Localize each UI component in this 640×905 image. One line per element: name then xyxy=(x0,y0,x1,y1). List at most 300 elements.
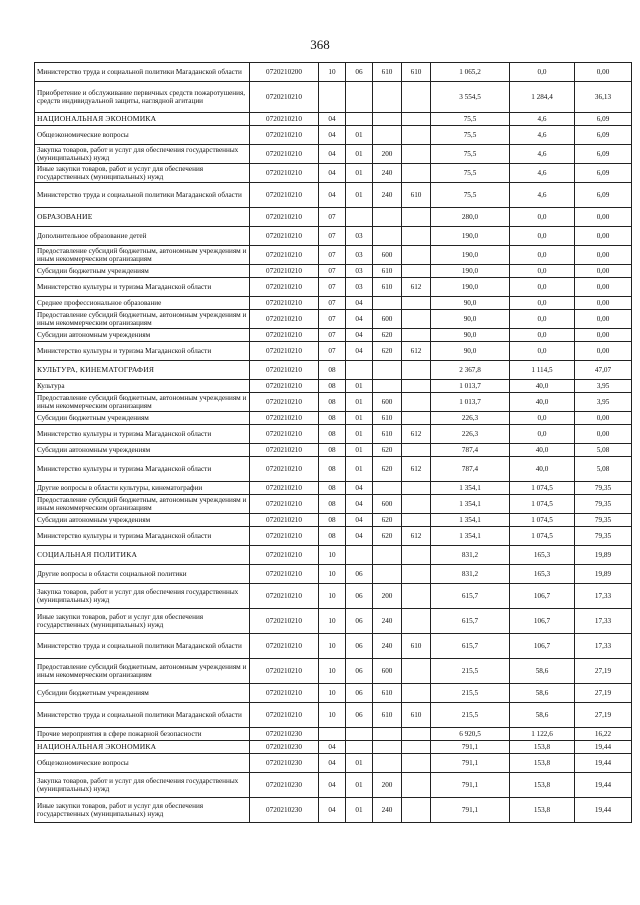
subsection-cell: 04 xyxy=(346,495,373,514)
row-name-cell: Предоставление субсидий бюджетным, автономным учреждениям и иным некоммерческим организациям xyxy=(35,393,250,412)
row-name-cell: Субсидии автономным учреждениям xyxy=(35,514,250,527)
administrator-cell: 612 xyxy=(402,457,431,482)
execution-percent-cell: 19,44 xyxy=(575,741,632,754)
section-cell: 08 xyxy=(319,444,346,457)
budget-table xyxy=(34,62,632,823)
expense-type-cell: 200 xyxy=(373,145,402,164)
subsection-cell: 01 xyxy=(346,425,373,444)
row-name-cell: Закупка товаров, работ и услуг для обеспечения государственных (муниципальных) нужд xyxy=(35,145,250,164)
execution-percent-cell: 19,44 xyxy=(575,798,632,823)
subsection-cell: 01 xyxy=(346,164,373,183)
execution-percent-cell: 0,00 xyxy=(575,278,632,297)
administrator-cell: 610 xyxy=(402,634,431,659)
expense-type-cell: 240 xyxy=(373,183,402,208)
row-name-cell: Субсидии автономным учреждениям xyxy=(35,444,250,457)
execution-percent-cell: 3,95 xyxy=(575,393,632,412)
subsection-cell: 06 xyxy=(346,609,373,634)
administrator-cell xyxy=(402,609,431,634)
row-name-cell: Предоставление субсидий бюджетным, автономным учреждениям и иным некоммерческим организациям xyxy=(35,246,250,265)
planned-amount-cell: 787,4 xyxy=(431,457,510,482)
table-row xyxy=(35,444,632,457)
executed-amount-cell: 40,0 xyxy=(510,393,575,412)
administrator-cell xyxy=(402,741,431,754)
target-article-cell: 0720210210 xyxy=(250,703,319,728)
planned-amount-cell: 75,5 xyxy=(431,164,510,183)
subsection-cell: 04 xyxy=(346,329,373,342)
target-article-cell: 0720210230 xyxy=(250,754,319,773)
executed-amount-cell: 0,0 xyxy=(510,208,575,227)
planned-amount-cell: 1 354,1 xyxy=(431,514,510,527)
expense-type-cell: 620 xyxy=(373,444,402,457)
row-name-cell: КУЛЬТУРА, КИНЕМАТОГРАФИЯ xyxy=(35,361,250,380)
administrator-cell xyxy=(402,584,431,609)
row-name-cell: Предоставление субсидий бюджетным, автономным учреждениям и иным некоммерческим организациям xyxy=(35,495,250,514)
administrator-cell xyxy=(402,754,431,773)
target-article-cell: 0720210210 xyxy=(250,659,319,684)
executed-amount-cell: 4,6 xyxy=(510,145,575,164)
execution-percent-cell: 79,35 xyxy=(575,514,632,527)
planned-amount-cell: 190,0 xyxy=(431,227,510,246)
target-article-cell: 0720210210 xyxy=(250,113,319,126)
administrator-cell xyxy=(402,514,431,527)
target-article-cell: 0720210210 xyxy=(250,412,319,425)
executed-amount-cell: 0,0 xyxy=(510,297,575,310)
execution-percent-cell: 0,00 xyxy=(575,329,632,342)
section-cell: 08 xyxy=(319,514,346,527)
executed-amount-cell: 4,6 xyxy=(510,113,575,126)
planned-amount-cell: 90,0 xyxy=(431,297,510,310)
executed-amount-cell: 4,6 xyxy=(510,164,575,183)
expense-type-cell xyxy=(373,482,402,495)
subsection-cell: 04 xyxy=(346,297,373,310)
execution-percent-cell: 6,09 xyxy=(575,145,632,164)
planned-amount-cell: 1 354,1 xyxy=(431,527,510,546)
subsection-cell: 01 xyxy=(346,773,373,798)
section-cell: 04 xyxy=(319,741,346,754)
target-article-cell: 0720210210 xyxy=(250,609,319,634)
executed-amount-cell: 153,8 xyxy=(510,798,575,823)
section-cell: 04 xyxy=(319,113,346,126)
subsection-cell: 01 xyxy=(346,145,373,164)
execution-percent-cell: 17,33 xyxy=(575,609,632,634)
execution-percent-cell: 0,00 xyxy=(575,227,632,246)
execution-percent-cell: 0,00 xyxy=(575,208,632,227)
target-article-cell: 0720210210 xyxy=(250,380,319,393)
table-row xyxy=(35,634,632,659)
table-row xyxy=(35,703,632,728)
section-cell: 04 xyxy=(319,145,346,164)
subsection-cell xyxy=(346,728,373,741)
execution-percent-cell: 16,22 xyxy=(575,728,632,741)
target-article-cell: 0720210210 xyxy=(250,329,319,342)
row-name-cell: Иные закупки товаров, работ и услуг для обеспечения государственных (муниципальных) нужд xyxy=(35,798,250,823)
administrator-cell: 612 xyxy=(402,425,431,444)
expense-type-cell xyxy=(373,361,402,380)
table-row xyxy=(35,329,632,342)
execution-percent-cell: 0,00 xyxy=(575,425,632,444)
target-article-cell: 0720210210 xyxy=(250,183,319,208)
row-name-cell: Субсидии бюджетным учреждениям xyxy=(35,684,250,703)
expense-type-cell: 610 xyxy=(373,278,402,297)
executed-amount-cell: 1 284,4 xyxy=(510,82,575,113)
planned-amount-cell: 75,5 xyxy=(431,126,510,145)
executed-amount-cell: 0,0 xyxy=(510,329,575,342)
table-row xyxy=(35,183,632,208)
expense-type-cell: 600 xyxy=(373,659,402,684)
subsection-cell: 06 xyxy=(346,703,373,728)
executed-amount-cell: 0,0 xyxy=(510,342,575,361)
target-article-cell: 0720210210 xyxy=(250,145,319,164)
subsection-cell: 06 xyxy=(346,63,373,82)
table-row xyxy=(35,546,632,565)
subsection-cell: 01 xyxy=(346,444,373,457)
row-name-cell: Министерство труда и социальной политики Магаданской области xyxy=(35,703,250,728)
executed-amount-cell: 58,6 xyxy=(510,684,575,703)
row-name-cell: Другие вопросы в области социальной политики xyxy=(35,565,250,584)
executed-amount-cell: 58,6 xyxy=(510,703,575,728)
table-row xyxy=(35,278,632,297)
subsection-cell: 01 xyxy=(346,183,373,208)
expense-type-cell: 610 xyxy=(373,425,402,444)
section-cell: 04 xyxy=(319,773,346,798)
execution-percent-cell: 17,33 xyxy=(575,634,632,659)
planned-amount-cell: 226,3 xyxy=(431,425,510,444)
administrator-cell xyxy=(402,329,431,342)
table-row xyxy=(35,227,632,246)
administrator-cell xyxy=(402,412,431,425)
target-article-cell: 0720210210 xyxy=(250,546,319,565)
table-row xyxy=(35,393,632,412)
planned-amount-cell: 791,1 xyxy=(431,741,510,754)
planned-amount-cell: 90,0 xyxy=(431,342,510,361)
planned-amount-cell: 6 920,5 xyxy=(431,728,510,741)
expense-type-cell xyxy=(373,126,402,145)
expense-type-cell: 620 xyxy=(373,514,402,527)
table-row xyxy=(35,684,632,703)
section-cell: 10 xyxy=(319,565,346,584)
planned-amount-cell: 615,7 xyxy=(431,609,510,634)
table-row xyxy=(35,482,632,495)
target-article-cell: 0720210210 xyxy=(250,393,319,412)
row-name-cell: Среднее профессиональное образование xyxy=(35,297,250,310)
row-name-cell: НАЦИОНАЛЬНАЯ ЭКОНОМИКА xyxy=(35,113,250,126)
target-article-cell: 0720210210 xyxy=(250,457,319,482)
row-name-cell: НАЦИОНАЛЬНАЯ ЭКОНОМИКА xyxy=(35,741,250,754)
planned-amount-cell: 90,0 xyxy=(431,310,510,329)
target-article-cell: 0720210210 xyxy=(250,265,319,278)
row-name-cell: Культура xyxy=(35,380,250,393)
execution-percent-cell: 19,89 xyxy=(575,546,632,565)
section-cell: 08 xyxy=(319,361,346,380)
subsection-cell: 01 xyxy=(346,412,373,425)
section-cell: 07 xyxy=(319,265,346,278)
expense-type-cell: 610 xyxy=(373,63,402,82)
row-name-cell: Предоставление субсидий бюджетным, автономным учреждениям и иным некоммерческим организациям xyxy=(35,310,250,329)
section-cell xyxy=(319,728,346,741)
executed-amount-cell: 58,6 xyxy=(510,659,575,684)
planned-amount-cell: 831,2 xyxy=(431,546,510,565)
execution-percent-cell: 6,09 xyxy=(575,126,632,145)
executed-amount-cell: 0,0 xyxy=(510,278,575,297)
expense-type-cell: 240 xyxy=(373,798,402,823)
table-row xyxy=(35,310,632,329)
subsection-cell: 04 xyxy=(346,342,373,361)
expense-type-cell: 240 xyxy=(373,164,402,183)
execution-percent-cell: 17,33 xyxy=(575,584,632,609)
planned-amount-cell: 1 354,1 xyxy=(431,482,510,495)
subsection-cell: 04 xyxy=(346,482,373,495)
execution-percent-cell: 5,08 xyxy=(575,457,632,482)
target-article-cell: 0720210210 xyxy=(250,246,319,265)
execution-percent-cell: 0,00 xyxy=(575,297,632,310)
administrator-cell: 612 xyxy=(402,527,431,546)
execution-percent-cell: 6,09 xyxy=(575,183,632,208)
planned-amount-cell: 75,5 xyxy=(431,113,510,126)
expense-type-cell xyxy=(373,380,402,393)
subsection-cell: 03 xyxy=(346,227,373,246)
section-cell: 04 xyxy=(319,183,346,208)
administrator-cell xyxy=(402,495,431,514)
executed-amount-cell: 0,0 xyxy=(510,412,575,425)
section-cell: 08 xyxy=(319,482,346,495)
row-name-cell: Прочие мероприятия в сфере пожарной безопасности xyxy=(35,728,250,741)
administrator-cell: 610 xyxy=(402,703,431,728)
section-cell: 08 xyxy=(319,495,346,514)
table-row xyxy=(35,113,632,126)
table-row xyxy=(35,609,632,634)
row-name-cell: Приобретение и обслуживание первичных средств пожаротушения, средств индивидуальной защиты, наглядной агитации xyxy=(35,82,250,113)
execution-percent-cell: 36,13 xyxy=(575,82,632,113)
administrator-cell xyxy=(402,444,431,457)
table-row xyxy=(35,126,632,145)
expense-type-cell: 200 xyxy=(373,584,402,609)
execution-percent-cell: 0,00 xyxy=(575,246,632,265)
row-name-cell: Иные закупки товаров, работ и услуг для обеспечения государственных (муниципальных) нужд xyxy=(35,164,250,183)
planned-amount-cell: 831,2 xyxy=(431,565,510,584)
expense-type-cell: 620 xyxy=(373,329,402,342)
planned-amount-cell: 791,1 xyxy=(431,798,510,823)
administrator-cell xyxy=(402,546,431,565)
executed-amount-cell: 153,8 xyxy=(510,754,575,773)
subsection-cell xyxy=(346,361,373,380)
executed-amount-cell: 40,0 xyxy=(510,457,575,482)
row-name-cell: Министерство культуры и туризма Магаданской области xyxy=(35,342,250,361)
row-name-cell: Иные закупки товаров, работ и услуг для обеспечения государственных (муниципальных) нужд xyxy=(35,609,250,634)
executed-amount-cell: 0,0 xyxy=(510,246,575,265)
planned-amount-cell: 90,0 xyxy=(431,329,510,342)
administrator-cell xyxy=(402,380,431,393)
section-cell: 04 xyxy=(319,126,346,145)
executed-amount-cell: 0,0 xyxy=(510,265,575,278)
planned-amount-cell: 215,5 xyxy=(431,684,510,703)
executed-amount-cell: 4,6 xyxy=(510,126,575,145)
table-row xyxy=(35,495,632,514)
row-name-cell: Предоставление субсидий бюджетным, автономным учреждениям и иным некоммерческим организациям xyxy=(35,659,250,684)
table-row xyxy=(35,457,632,482)
section-cell: 08 xyxy=(319,527,346,546)
administrator-cell xyxy=(402,113,431,126)
executed-amount-cell: 0,0 xyxy=(510,227,575,246)
execution-percent-cell: 79,35 xyxy=(575,495,632,514)
target-article-cell: 0720210230 xyxy=(250,728,319,741)
administrator-cell: 610 xyxy=(402,63,431,82)
table-row xyxy=(35,584,632,609)
subsection-cell: 06 xyxy=(346,659,373,684)
executed-amount-cell: 106,7 xyxy=(510,634,575,659)
section-cell: 08 xyxy=(319,457,346,482)
planned-amount-cell: 615,7 xyxy=(431,584,510,609)
table-row xyxy=(35,82,632,113)
table-row xyxy=(35,754,632,773)
execution-percent-cell: 79,35 xyxy=(575,527,632,546)
row-name-cell: Закупка товаров, работ и услуг для обеспечения государственных (муниципальных) нужд xyxy=(35,584,250,609)
execution-percent-cell: 0,00 xyxy=(575,63,632,82)
table-row xyxy=(35,565,632,584)
row-name-cell: Министерство культуры и туризма Магаданской области xyxy=(35,527,250,546)
execution-percent-cell: 27,19 xyxy=(575,684,632,703)
administrator-cell xyxy=(402,227,431,246)
subsection-cell: 03 xyxy=(346,278,373,297)
row-name-cell: Министерство культуры и туризма Магаданской области xyxy=(35,425,250,444)
section-cell: 10 xyxy=(319,63,346,82)
row-name-cell: Министерство труда и социальной политики Магаданской области xyxy=(35,634,250,659)
administrator-cell xyxy=(402,393,431,412)
subsection-cell: 01 xyxy=(346,457,373,482)
administrator-cell xyxy=(402,798,431,823)
administrator-cell xyxy=(402,126,431,145)
table-row xyxy=(35,63,632,82)
table-row xyxy=(35,728,632,741)
administrator-cell xyxy=(402,565,431,584)
executed-amount-cell: 1 074,5 xyxy=(510,527,575,546)
executed-amount-cell: 1 074,5 xyxy=(510,495,575,514)
subsection-cell: 03 xyxy=(346,246,373,265)
target-article-cell: 0720210230 xyxy=(250,741,319,754)
target-article-cell: 0720210210 xyxy=(250,684,319,703)
administrator-cell xyxy=(402,361,431,380)
expense-type-cell: 600 xyxy=(373,393,402,412)
table-row xyxy=(35,425,632,444)
expense-type-cell: 600 xyxy=(373,495,402,514)
execution-percent-cell: 0,00 xyxy=(575,310,632,329)
target-article-cell: 0720210210 xyxy=(250,361,319,380)
row-name-cell: Министерство труда и социальной политики Магаданской области xyxy=(35,183,250,208)
administrator-cell xyxy=(402,82,431,113)
section-cell: 04 xyxy=(319,754,346,773)
execution-percent-cell: 79,35 xyxy=(575,482,632,495)
section-cell: 10 xyxy=(319,703,346,728)
expense-type-cell: 600 xyxy=(373,310,402,329)
subsection-cell: 04 xyxy=(346,527,373,546)
subsection-cell: 06 xyxy=(346,565,373,584)
subsection-cell: 03 xyxy=(346,265,373,278)
section-cell: 07 xyxy=(319,208,346,227)
subsection-cell: 01 xyxy=(346,380,373,393)
expense-type-cell: 600 xyxy=(373,246,402,265)
section-cell: 08 xyxy=(319,393,346,412)
subsection-cell xyxy=(346,741,373,754)
expense-type-cell xyxy=(373,728,402,741)
administrator-cell: 610 xyxy=(402,183,431,208)
row-name-cell: Субсидии автономным учреждениям xyxy=(35,329,250,342)
subsection-cell: 04 xyxy=(346,310,373,329)
table-row xyxy=(35,297,632,310)
table-row xyxy=(35,798,632,823)
executed-amount-cell: 153,8 xyxy=(510,741,575,754)
subsection-cell: 06 xyxy=(346,584,373,609)
expense-type-cell xyxy=(373,297,402,310)
expense-type-cell xyxy=(373,565,402,584)
administrator-cell xyxy=(402,164,431,183)
planned-amount-cell: 1 013,7 xyxy=(431,380,510,393)
row-name-cell: Министерство культуры и туризма Магаданской области xyxy=(35,278,250,297)
executed-amount-cell: 1 122,6 xyxy=(510,728,575,741)
administrator-cell: 612 xyxy=(402,278,431,297)
section-cell: 04 xyxy=(319,798,346,823)
target-article-cell: 0720210200 xyxy=(250,63,319,82)
target-article-cell: 0720210210 xyxy=(250,634,319,659)
executed-amount-cell: 1 074,5 xyxy=(510,514,575,527)
target-article-cell: 0720210210 xyxy=(250,82,319,113)
page-number: 368 xyxy=(310,37,330,52)
executed-amount-cell: 0,0 xyxy=(510,425,575,444)
table-row xyxy=(35,164,632,183)
planned-amount-cell: 215,5 xyxy=(431,703,510,728)
executed-amount-cell: 153,8 xyxy=(510,773,575,798)
table-row xyxy=(35,659,632,684)
row-name-cell: Другие вопросы в области культуры, кинематографии xyxy=(35,482,250,495)
administrator-cell xyxy=(402,310,431,329)
section-cell: 07 xyxy=(319,227,346,246)
table-row xyxy=(35,773,632,798)
planned-amount-cell: 190,0 xyxy=(431,246,510,265)
planned-amount-cell: 615,7 xyxy=(431,634,510,659)
subsection-cell: 04 xyxy=(346,514,373,527)
section-cell: 10 xyxy=(319,546,346,565)
executed-amount-cell: 165,3 xyxy=(510,546,575,565)
target-article-cell: 0720210210 xyxy=(250,444,319,457)
planned-amount-cell: 215,5 xyxy=(431,659,510,684)
row-name-cell: СОЦИАЛЬНАЯ ПОЛИТИКА xyxy=(35,546,250,565)
section-cell: 08 xyxy=(319,380,346,393)
execution-percent-cell: 6,09 xyxy=(575,113,632,126)
section-cell: 10 xyxy=(319,659,346,684)
table-row xyxy=(35,361,632,380)
planned-amount-cell: 791,1 xyxy=(431,754,510,773)
target-article-cell: 0720210210 xyxy=(250,565,319,584)
target-article-cell: 0720210210 xyxy=(250,482,319,495)
execution-percent-cell: 0,00 xyxy=(575,412,632,425)
section-cell xyxy=(319,82,346,113)
section-cell: 07 xyxy=(319,329,346,342)
executed-amount-cell: 4,6 xyxy=(510,183,575,208)
expense-type-cell: 240 xyxy=(373,609,402,634)
row-name-cell: ОБРАЗОВАНИЕ xyxy=(35,208,250,227)
section-cell: 08 xyxy=(319,425,346,444)
expense-type-cell: 240 xyxy=(373,634,402,659)
execution-percent-cell: 27,19 xyxy=(575,659,632,684)
planned-amount-cell: 1 354,1 xyxy=(431,495,510,514)
section-cell: 08 xyxy=(319,412,346,425)
planned-amount-cell: 190,0 xyxy=(431,265,510,278)
row-name-cell: Министерство труда и социальной политики Магаданской области xyxy=(35,63,250,82)
administrator-cell xyxy=(402,265,431,278)
administrator-cell xyxy=(402,297,431,310)
table-row xyxy=(35,514,632,527)
table-row xyxy=(35,380,632,393)
subsection-cell: 01 xyxy=(346,126,373,145)
subsection-cell: 01 xyxy=(346,798,373,823)
